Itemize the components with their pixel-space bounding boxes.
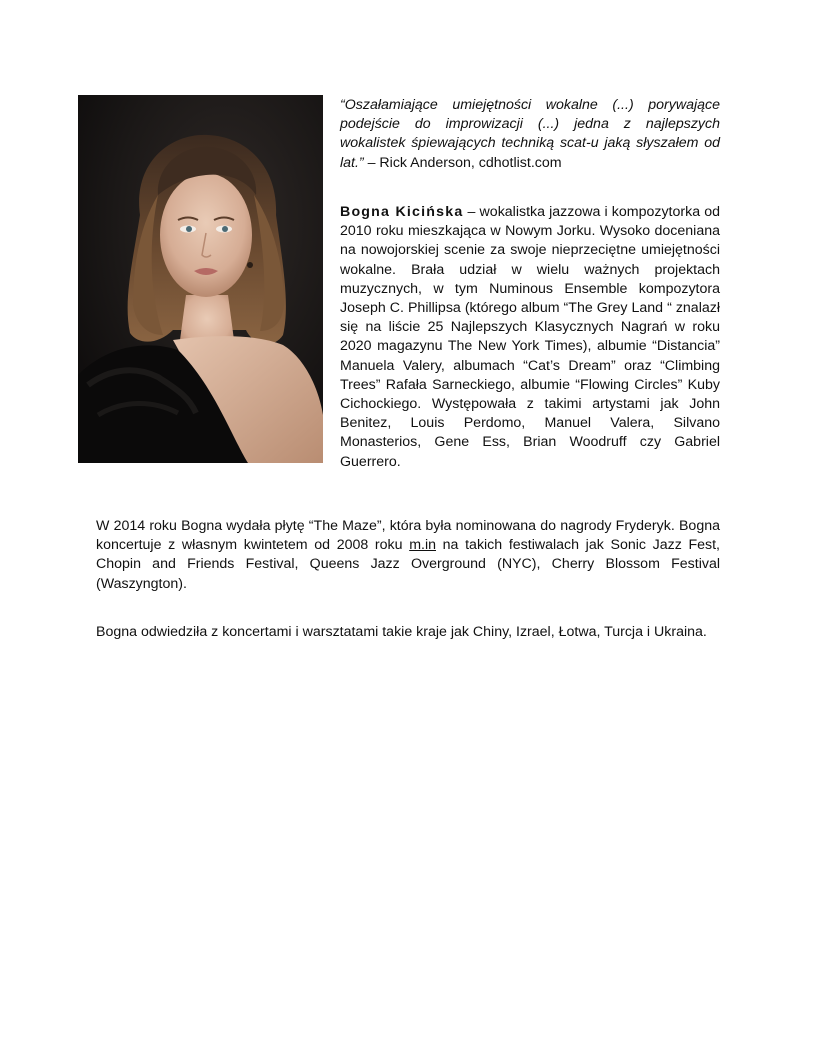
quote-attribution: – Rick Anderson, cdhotlist.com — [363, 154, 562, 171]
tours-text: Bogna odwiedziła z koncertami i warsztatami takie kraje jak Chiny, Izrael, Łotwa, Turcja i Ukraina. — [96, 624, 707, 640]
quote-block — [340, 96, 720, 173]
quote-text: “Oszałamiające umiejętności wokalne (...) porywające podejście do improwizacji (...) jedna z najlepszych wokalistek śpiewających techniką scat-u jaką słyszałem od lat.” — [340, 97, 720, 171]
min-link[interactable]: m.in — [409, 537, 436, 554]
career-paragraph — [96, 517, 720, 594]
artist-name: Bogna Kicińska — [340, 204, 464, 220]
tours-paragraph — [96, 623, 720, 642]
career-text-end: na takich festiwalach jak Sonic Jazz Fest, Chopin and Friends Festival, Queens Jazz Overground (NYC), Cherry Blossom Festival (Waszyngton). — [96, 537, 720, 592]
bio-block — [340, 203, 720, 472]
portrait-illustration — [78, 95, 323, 463]
career-text-start: W 2014 roku Bogna wydała płytę “The Maze”, która była nominowana do nagrody Fryderyk. Bogna koncertuje z własnym kwintetem od 2008 roku — [96, 518, 720, 554]
bio-text: – wokalistka jazzowa i kompozytorka od 2010 roku mieszkająca w Nowym Jorku. Wysoko doceniana na nowojorskiej scenie za swoje nieprzeciętne umiejętności wokalne. Brała udział w wielu ważnych projektach muzycznych, w tym Numinous Ensemble kompozytora Joseph C. Phillipsa (którego album “The Grey Land “ znalazł się na liście 25 Najlepszych Klasycznych Nagrań w roku 2020 magazynu The New York Times), albumie “Distancia” Manuela Valery, albumach “Cat’s Dream” oraz “Climbing Trees” Rafała Sarneckiego, albumie “Flowing Circles” Kuby Cichockiego. Występowała z takimi artystami jak John Benitez, Louis Perdomo, Manuel Valera, Silvano Monasterios, Gene Ess, Brian Woodruff czy Gabriel Guerrero. — [340, 204, 720, 470]
portrait-photo — [78, 95, 323, 463]
